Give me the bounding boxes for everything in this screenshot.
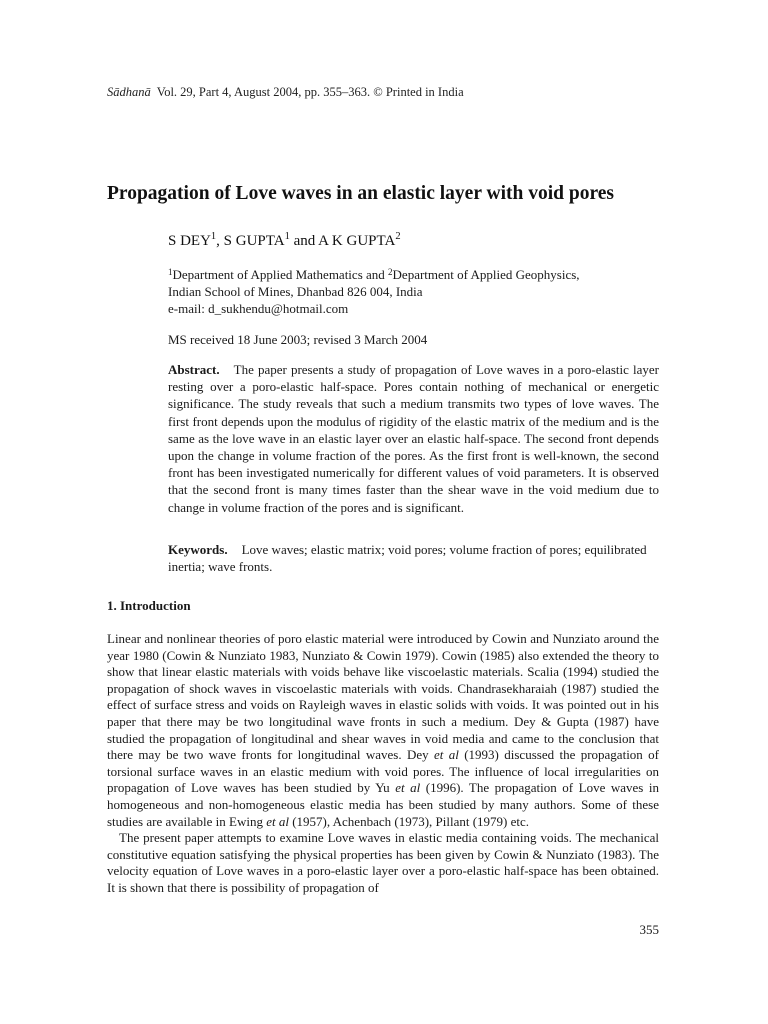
author-separator: , xyxy=(216,233,224,249)
keywords-label: Keywords. xyxy=(168,542,228,557)
journal-header xyxy=(107,85,464,100)
author-affiliation-mark: 1 xyxy=(284,231,290,242)
text-run-italic: et al xyxy=(433,747,459,763)
department-2: Department of Applied Geophysics, xyxy=(392,267,580,282)
page-number: 355 xyxy=(639,922,659,937)
author-name: S DEY xyxy=(168,233,211,249)
text-run-italic: et al xyxy=(266,813,289,829)
institute: Indian School of Mines, Dhanbad 826 004, India xyxy=(168,284,423,299)
abstract-label: Abstract. xyxy=(168,362,220,377)
journal-citation: Vol. 29, Part 4, August 2004, pp. 355–363. © Printed in India xyxy=(156,85,464,99)
text-run: (1993) discussed the propagation of torsional surface waves in an elastic medium with void pores. The influence of local irregularities on propagation of Love waves has been studied by Yu xyxy=(107,747,660,796)
affiliation-mark: 1 xyxy=(168,267,173,277)
journal-name: Sādhanā xyxy=(107,85,151,99)
keywords xyxy=(168,541,659,575)
paragraph xyxy=(107,631,659,830)
abstract xyxy=(168,361,659,516)
affiliations xyxy=(168,264,668,317)
author-conjunction: and xyxy=(289,233,319,249)
author-name: A K GUPTA xyxy=(318,233,396,249)
abstract-text: The paper presents a study of propagation of Love waves in a poro-elastic layer resting over a poro-elastic half-space. Pores contain nothing of mechanical or energetic significance. The study reveals that such a medium transmits two types of love waves. The first front depends upon the modulus of rigidity of the elastic matrix of the medium and is the same as the love wave in an elastic layer over an elastic half-space. The second front depends upon the change in volume fraction of the pores. As the first front is well-known, the second front has been investigated numerically for different values of void parameters. It is observed that the second front is many times faster than the shear wave in the void medium due to change in volume fraction of the pores and is significant. xyxy=(168,362,659,515)
text-run-italic: et al xyxy=(395,780,421,796)
affiliation-departments xyxy=(168,264,668,283)
keywords-text: Love waves; elastic matrix; void pores; volume fraction of pores; equilibrated inertia; wave fronts. xyxy=(168,542,647,575)
body-text xyxy=(107,631,659,897)
section-heading: 1. Introduction xyxy=(107,598,191,613)
author-name: S GUPTA xyxy=(223,233,285,249)
paragraph: The present paper attempts to examine Love waves in elastic media containing voids. The mechanical constitutive equation satisfying the physical properties has been given by Cowin & Nunziato (1983). The velocity equation of Love waves in a poro-elastic layer over a poro-elastic half-space has been obtained. It is shown that there is possibility of propagation of xyxy=(107,830,659,895)
received-dates: MS received 18 June 2003; revised 3 March 2004 xyxy=(168,332,428,347)
department-1: Department of Applied Mathematics and xyxy=(172,267,389,282)
paper-title: Propagation of Love waves in an elastic layer with void pores xyxy=(107,183,614,204)
affiliation-mark: 2 xyxy=(388,267,393,277)
author-list xyxy=(168,231,401,250)
text-run: (1957), Achenbach (1973), Pillant (1979) etc. xyxy=(288,813,530,829)
email-address: e-mail: d_sukhendu@hotmail.com xyxy=(168,301,349,316)
author-affiliation-mark: 1 xyxy=(210,231,217,242)
text-run: (1996). The propagation of Love waves in homogeneous and non-homogeneous elastic media has been studied by many authors. Some of these studies are available in Ewing xyxy=(107,780,659,829)
author-affiliation-mark: 2 xyxy=(395,231,401,242)
text-run: Linear and nonlinear theories of poro elastic material were introduced by Cowin and Nunziato around the year 1980 (Cowin & Nunziato 1983, Nunziato & Cowin 1979). Cowin (1985) also extended the theory to show that linear elastic materials with voids behave like viscoelastic materials. Scalia (1994) studied the propagation of shock waves in viscoelastic materials with voids. Chandrasekharaiah (1987) studied the effect of surface stress and voids on Rayleigh waves in elastic solids with voids. It was pointed out in his paper that there may be two longitudinal wave fronts in such a medium. Dey & Gupta (1987) have studied the propagation of longitudinal and shear waves in void media and came to the conclusion that there may be two wave fronts for longitudinal waves. Dey xyxy=(107,631,659,763)
